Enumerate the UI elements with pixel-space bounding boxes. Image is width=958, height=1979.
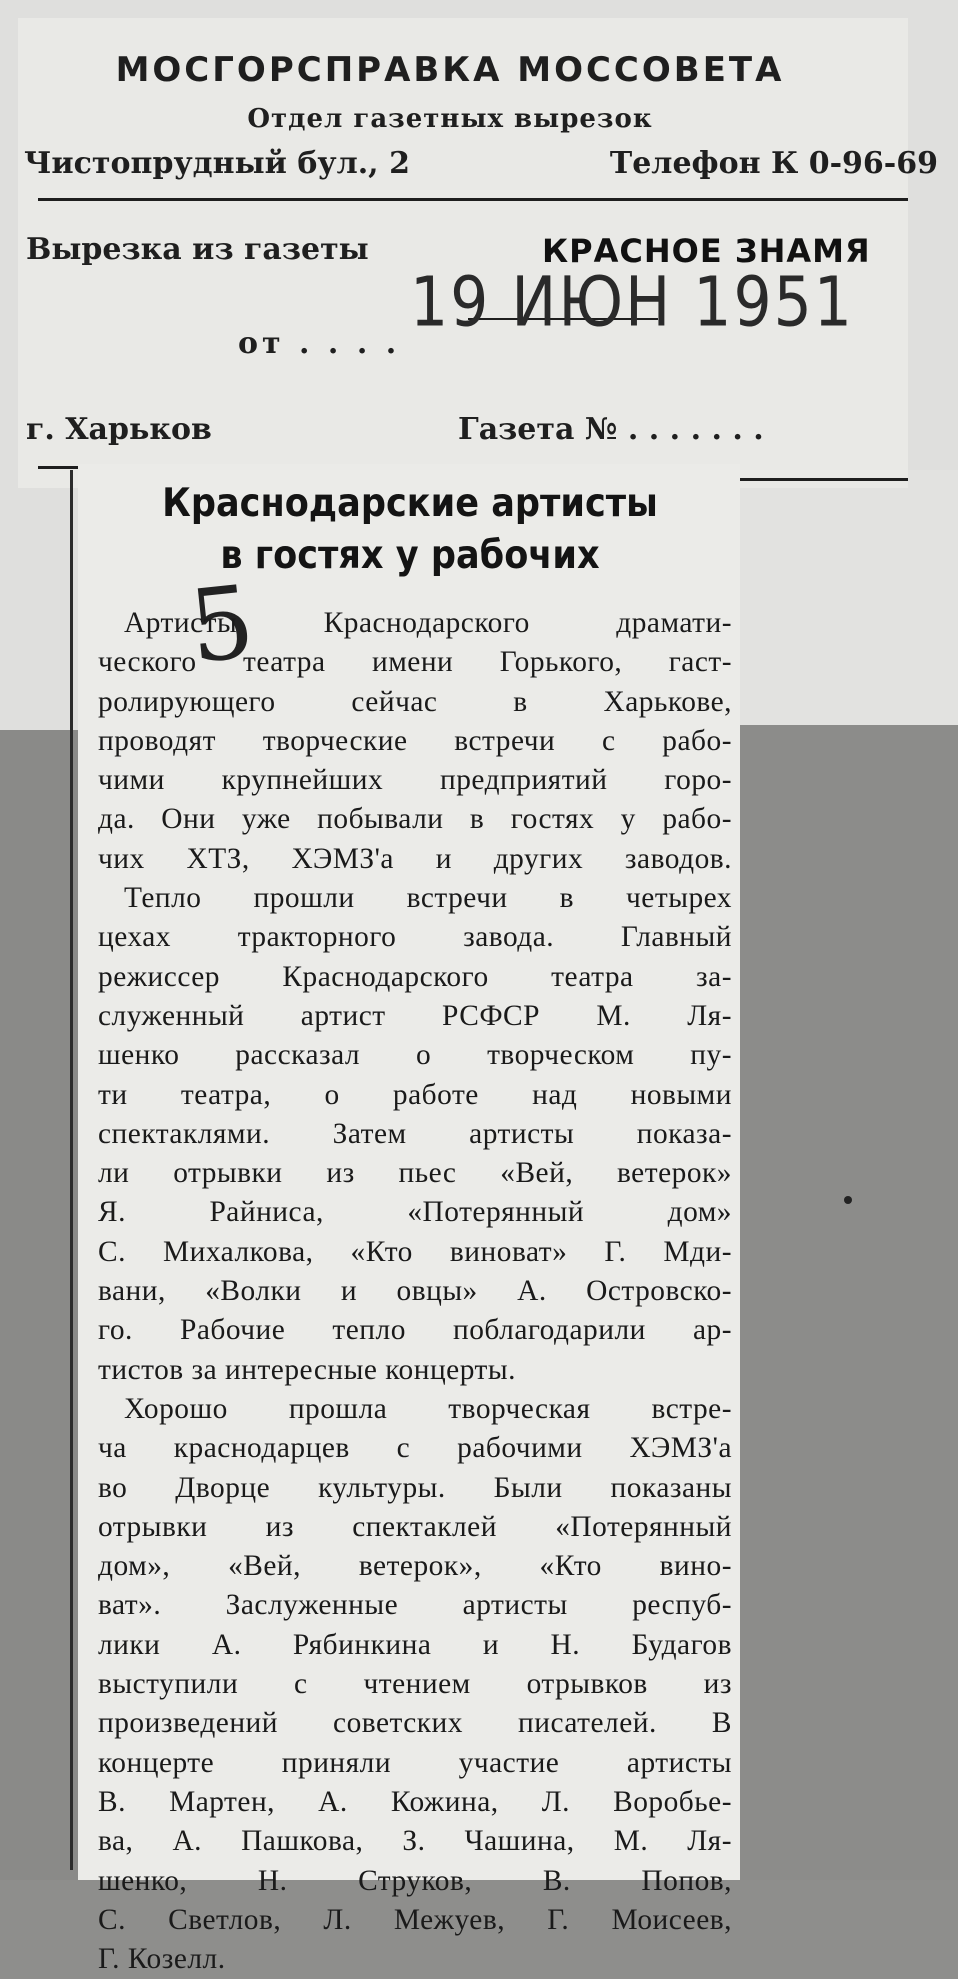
article-line: ческого театра имени Горького, гаст- [98,646,732,679]
article-line: проводят творческие встречи с рабо- [98,724,732,757]
article-line: чими крупнейших предприятий горо- [98,764,732,797]
article-line: Я. Райниса, «Потерянный дом» [98,1196,732,1229]
article-line: ва, А. Пашкова, З. Чашина, М. Ля- [98,1825,732,1858]
headline-line-2: в гостях у рабочих [220,533,600,578]
article-line: цехах тракторного завода. Главный [98,921,732,954]
article-line: В. Мартен, А. Кожина, Л. Воробье- [98,1785,732,1818]
headline-line-1: Краснодарские артисты [162,481,658,526]
newspaper-name: КРАСНОЕ ЗНАМЯ [542,232,871,270]
article-line: во Дворце культуры. Были показаны [98,1471,732,1504]
scan-background-left [0,730,78,1880]
article-line: го. Рабочие тепло поблагодарили ар- [98,1314,732,1347]
article-line: ли отрывки из пьес «Вей, ветерок» [98,1157,732,1190]
date-stamp: 19 ИЮН 1951 [410,262,854,343]
article-line: тистов за интересные концерты. [98,1353,516,1386]
article-line: ват». Заслуженные артисты респуб- [98,1589,732,1622]
article-paragraph-1 [98,604,732,879]
article-paragraph-3 [98,1390,732,1979]
article-line: ти театра, о работе над новыми [98,1078,732,1111]
scan-background-right [740,725,958,1880]
article-line: отрывки из спектаклей «Потерянный [98,1510,732,1543]
article-line: да. Они уже побывали в гостях у рабо- [98,803,732,836]
article-line: произведений советских писателей. В [98,1707,732,1740]
article-paragraph-2 [98,879,732,1390]
newspaper-number-label: Газета № . . . . . . . [458,412,764,447]
article-line: режиссер Краснодарского театра за- [98,960,732,993]
agency-name: МОСГОРСПРАВКА МОССОВЕТА [115,50,785,90]
article-body [98,604,732,1979]
article-line: С. Светлов, Л. Межуев, Г. Моисеев, [98,1903,732,1936]
clipping-edge-line [70,470,73,1870]
article-line: ролирующего сейчас в Харькове, [98,685,732,718]
article-line: Тепло прошли встречи в четырех [124,882,732,915]
agency-phone: Телефон К 0-96-69 [609,146,938,181]
article-line: концерте приняли участие артисты [98,1746,732,1779]
ink-dot [844,1196,852,1204]
article-line: выступили с чтением отрывков из [98,1668,732,1701]
handwritten-mark: 5 [184,562,260,687]
bottom-divider-right [740,478,908,481]
article-line: служенный артист РСФСР М. Ля- [98,999,732,1032]
from-date-label: от . . . . [238,326,401,361]
article-line: Хорошо прошла творческая встре- [124,1392,732,1425]
article-line: шенко, Н. Струков, В. Попов, [98,1864,732,1897]
article-line: дом», «Вей, ветерок», «Кто вино- [98,1550,732,1583]
department-name: Отдел газетных вырезок [247,104,653,134]
scan-background-right-strip [740,470,958,725]
article-line: чих ХТЗ, ХЭМЗ'а и других заводов. [98,842,732,875]
article-line: ча краснодарцев с рабочими ХЭМЗ'а [98,1432,732,1465]
article-line: лики А. Рябинкина и Н. Будагов [98,1628,732,1661]
article-line: шенко рассказал о творческом пу- [98,1039,732,1072]
article-line: Г. Козелл. [98,1943,226,1976]
header-divider [38,198,908,201]
clipping-label: Вырезка из газеты [26,232,369,267]
article-line: С. Михалкова, «Кто виноват» Г. Мди- [98,1235,732,1268]
article-line: спектаклями. Затем артисты показа- [98,1117,732,1150]
agency-address: Чистопрудный бул., 2 [24,146,410,181]
article-line: Артисты Краснодарского драмати- [124,607,732,639]
city-label: г. Харьков [26,412,212,447]
article-line: вани, «Волки и овцы» А. Островско- [98,1275,732,1308]
